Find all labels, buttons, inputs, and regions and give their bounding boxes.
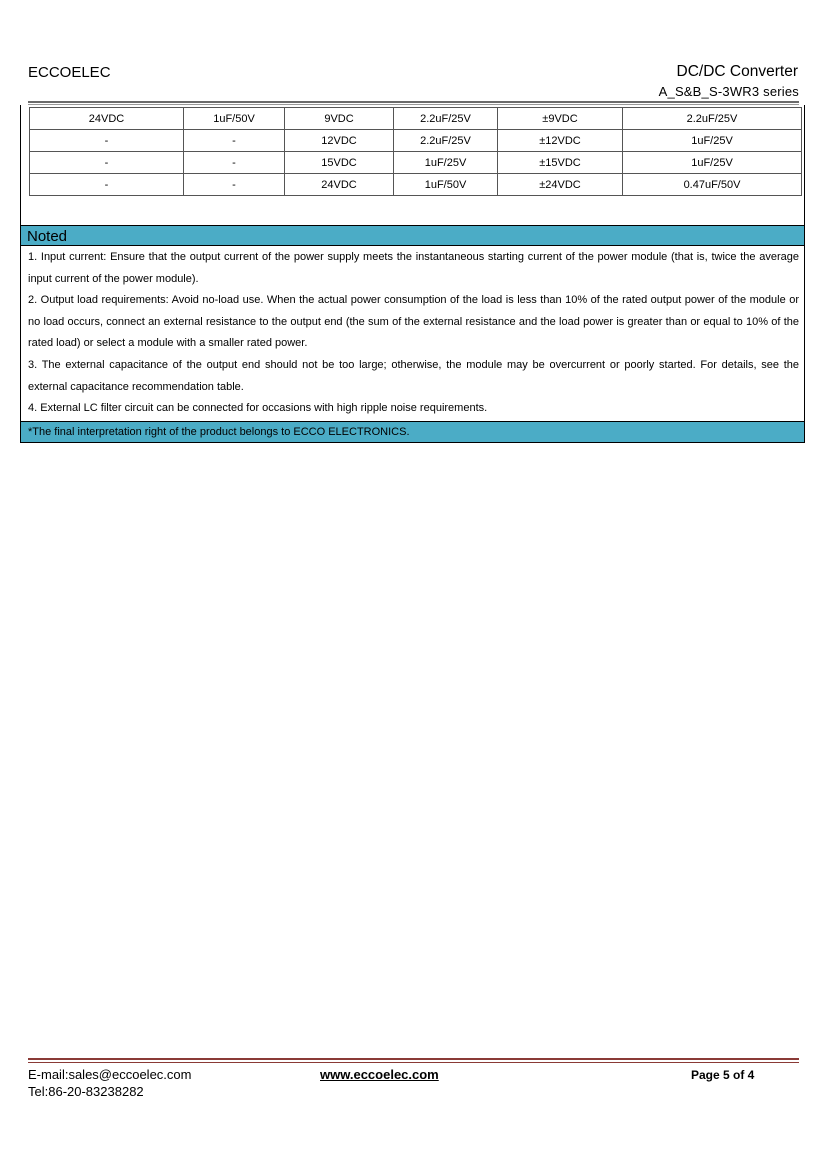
table-cell: -	[184, 152, 285, 174]
table-cell: 0.47uF/50V	[623, 174, 802, 196]
table-cell: -	[184, 130, 285, 152]
noted-heading: Noted	[21, 225, 804, 246]
capacitance-table	[29, 107, 802, 196]
note-item: 4. External LC filter circuit can be connected for occasions with high ripple noise requirements.	[28, 402, 488, 415]
table-cell: -	[30, 174, 184, 196]
notes-frame	[20, 105, 805, 443]
footer-divider	[28, 1058, 799, 1060]
table-cell: 24VDC	[30, 108, 184, 130]
note-item: 2. Output load requirements: Avoid no-load use. When the actual power consumption of the load is less than 10% of the rated output power of the module or no load occurs, connect an external resistance to the output end (the sum of the external resistance and the load power is greater than or equal to 10% of the rated load) or select a module with a smaller rated power.	[28, 294, 799, 350]
brand-name: ECCOELEC	[28, 64, 111, 81]
contact-phone: Tel:86-20-83238282	[28, 1084, 144, 1099]
note-item: 3. The external capacitance of the output end should not be too large; otherwise, the module may be overcurrent or poorly started. For details, see the external capacitance recommendation table.	[28, 358, 799, 393]
table-cell: 9VDC	[285, 108, 394, 130]
website-link[interactable]: www.eccoelec.com	[320, 1067, 439, 1082]
table-cell: -	[30, 152, 184, 174]
table-cell: 2.2uF/25V	[623, 108, 802, 130]
table-cell: -	[184, 174, 285, 196]
footer-divider-thin	[28, 1062, 799, 1063]
table-row	[30, 130, 802, 152]
note-item: 1. Input current: Ensure that the output current of the power supply meets the instantaneous starting current of the power module (that is, twice the average input current of the power module).	[28, 251, 799, 285]
table-cell: 15VDC	[285, 152, 394, 174]
table-row	[30, 174, 802, 196]
table-row	[30, 152, 802, 174]
table-cell: 1uF/50V	[184, 108, 285, 130]
table-cell: ±12VDC	[498, 130, 623, 152]
table-cell: 12VDC	[285, 130, 394, 152]
table-cell: -	[30, 130, 184, 152]
header-divider	[28, 101, 799, 103]
table-cell: 1uF/25V	[623, 130, 802, 152]
table-cell: 1uF/25V	[394, 152, 498, 174]
table-cell: 24VDC	[285, 174, 394, 196]
page-number: Page 5 of 4	[691, 1068, 755, 1082]
table-row	[30, 108, 802, 130]
table-cell: 2.2uF/25V	[394, 130, 498, 152]
table-cell: ±9VDC	[498, 108, 623, 130]
table-cell: ±24VDC	[498, 174, 623, 196]
interpretation-notice: *The final interpretation right of the product belongs to ECCO ELECTRONICS.	[21, 421, 804, 442]
table-cell: 1uF/50V	[394, 174, 498, 196]
table-cell: ±15VDC	[498, 152, 623, 174]
series-label: A_S&B_S-3WR3 series	[658, 84, 799, 99]
contact-email: E-mail:sales@eccoelec.com	[28, 1067, 192, 1082]
table-cell: 1uF/25V	[623, 152, 802, 174]
notes-list	[28, 247, 799, 420]
table-cell: 2.2uF/25V	[394, 108, 498, 130]
document-title: DC/DC Converter	[676, 63, 798, 80]
